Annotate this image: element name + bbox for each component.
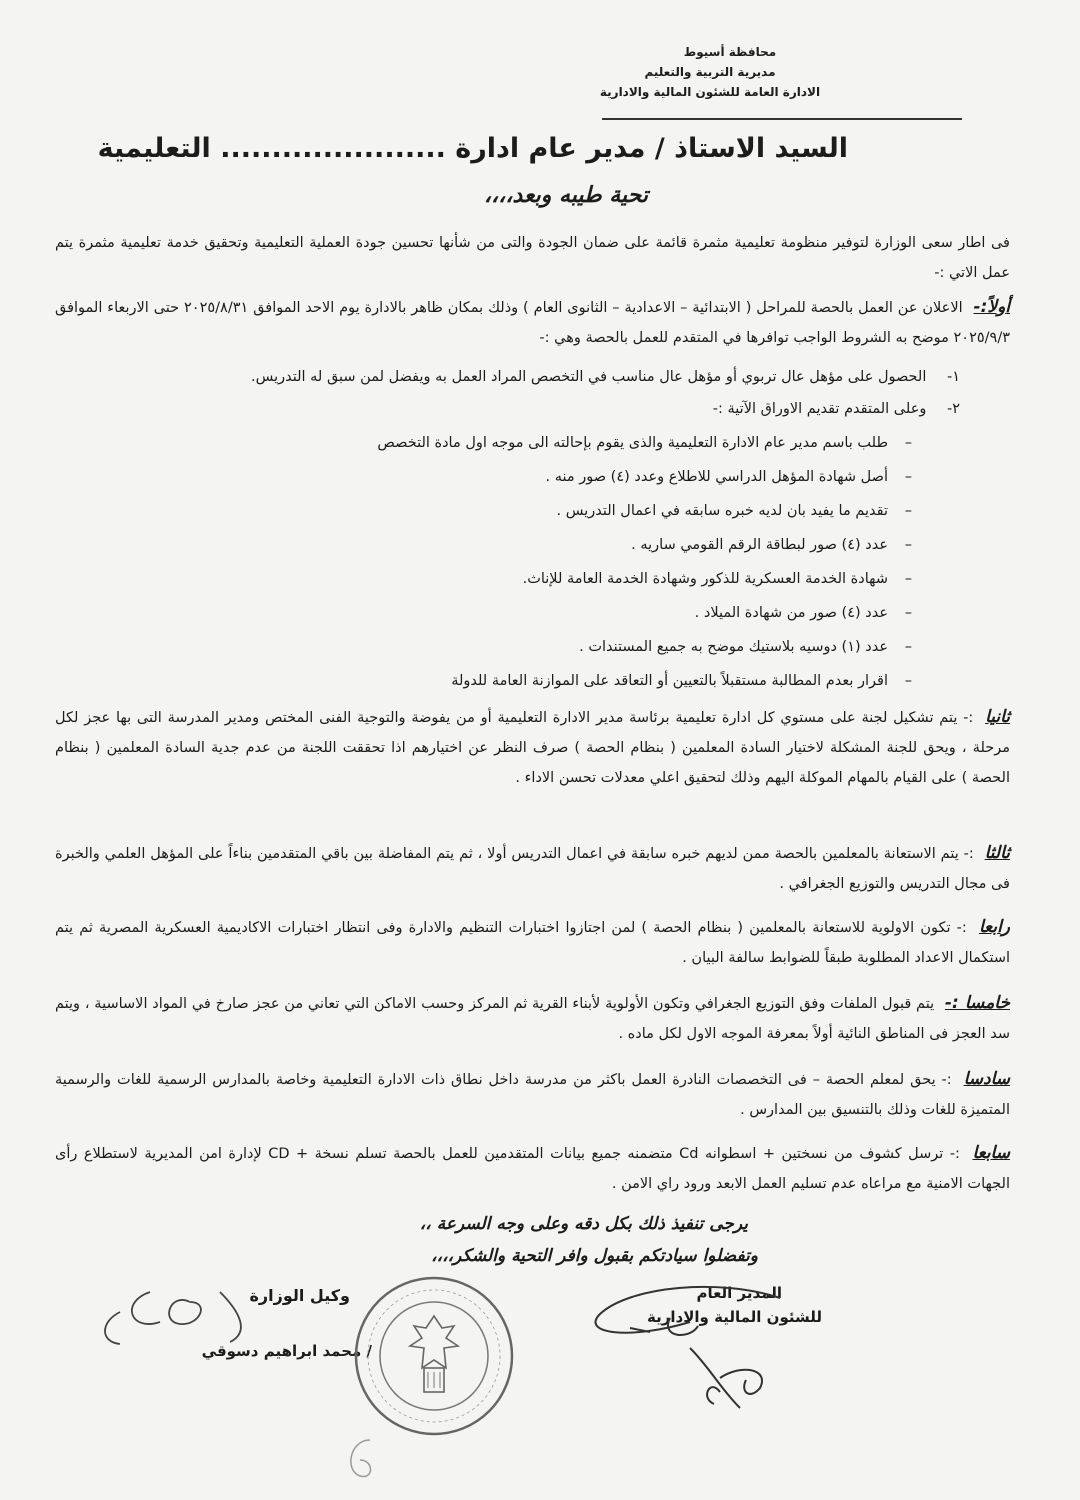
section-fourth bbox=[55, 912, 1010, 973]
requirement-1-text: الحصول على مؤهل عال تربوي أو مؤهل عال مناسب في التخصص المراد العمل به ويفضل لمن سبق له التدريس. bbox=[250, 369, 927, 385]
deputy-minister-title: وكيل الوزارة bbox=[249, 1286, 350, 1305]
deputy-minister-name: / محمد ابراهيم دسوقي bbox=[201, 1342, 372, 1360]
department-line: الادارة العامة للشئون المالية والادارية bbox=[599, 85, 821, 99]
requirement-1-number: ١- bbox=[946, 369, 960, 385]
directorate-line: مديرية التربية والتعليم bbox=[644, 65, 776, 79]
document-item: –عدد (١) دوسيه بلاستيك موضح به جميع المستندات . bbox=[579, 639, 912, 655]
section-first-label: أولاً:- bbox=[973, 297, 1011, 317]
handwritten-mark-icon bbox=[330, 1430, 390, 1490]
document-item: –تقديم ما يفيد بان لديه خبره سابقه في اعمال التدريس . bbox=[556, 503, 912, 519]
section-third bbox=[55, 838, 1010, 899]
section-fifth-label: خامسا :- bbox=[944, 993, 1010, 1013]
section-second bbox=[55, 702, 1010, 793]
section-fourth-label: رابعا bbox=[978, 917, 1010, 937]
director-signature-icon bbox=[570, 1268, 790, 1418]
document-item: –أصل شهادة المؤهل الدراسي للاطلاع وعدد (٤) صور منه . bbox=[545, 469, 912, 485]
director-department: للشئون المالية والادارية bbox=[647, 1308, 822, 1326]
section-fifth-text: يتم قبول الملفات وفق التوزيع الجغرافي وتكون الأولوية لأبناء القرية ثم المركز وحسب الاماكن التي تعاني من عجز صارخ في المواد الاساسية ، ويتم سد العجز فى المناطق النائية أولاً بمعرفة الموجه الاول لكل ماده . bbox=[55, 996, 1010, 1042]
addressee-line: السيد الاستاذ / مدير عام ادارة ...................... التعليمية bbox=[97, 133, 848, 164]
document-item: –طلب باسم مدير عام الادارة التعليمية والذى يقوم بإحالته الى موجه اول مادة التخصص bbox=[377, 435, 912, 451]
letterhead bbox=[580, 42, 840, 102]
document-item: –عدد (٤) صور من شهادة الميلاد . bbox=[694, 605, 912, 621]
requirement-1 bbox=[60, 362, 960, 392]
section-seventh-text: :- ترسل كشوف من نسختين + اسطوانه Cd متضمنه جميع بيانات المتقدمين للعمل بالحصة تسلم نسخة + CD لإدارة امن المديرية لاستطلاع رأى الجهات الامنية مع مراعاه عدم تسليم العمل الابعد ورود راي الامن . bbox=[55, 1146, 1010, 1192]
requirement-2 bbox=[60, 394, 960, 424]
greeting-line: تحية طيبه وبعد،،،، bbox=[484, 183, 648, 208]
section-seventh bbox=[55, 1138, 1010, 1199]
section-second-label: ثانيا bbox=[985, 707, 1011, 727]
section-third-text: :- يتم الاستعانة بالمعلمين بالحصة ممن لديهم خبره سابقة في اعمال التدريس أولا ، ثم يتم المفاضلة بين باقي المتقدمين بناءاً على المؤهل العلمي والخبرة فى مجال التدريس والتوزيع الجغرافي . bbox=[55, 846, 1010, 892]
section-sixth bbox=[55, 1064, 1010, 1125]
requirement-2-text: وعلى المتقدم تقديم الاوراق الآتية :- bbox=[712, 401, 927, 417]
requirement-2-number: ٢- bbox=[946, 401, 960, 417]
section-second-text: :- يتم تشكيل لجنة على مستوي كل ادارة تعليمية برئاسة مدير الادارة التعليمية أو من يفوضة والتوجية الفنى المختص ومدير المدرسة التى بها عجز لكل مرحلة ، ويحق للجنة المشكلة لاختيار السادة المعلمين ( بنظام الحصة ) صرف النظر عن اختيارهم اذا تحققت اللجنة من عدم جدية السادة المعلمين ( بنظام الحصة ) على القيام بالمهام الموكلة اليهم وذلك لتحقيق اعلي معدلات تحسن الاداء . bbox=[55, 710, 1010, 786]
closing-line-1: يرجى تنفيذ ذلك بكل دقه وعلى وجه السرعة ،، bbox=[419, 1214, 748, 1234]
section-first-text: الاعلان عن العمل بالحصة للمراحل ( الابتدائية – الاعدادية – الثانوى العام ) وذلك بمكان ظاهر بالادارة يوم الاحد الموافق ٢٠٢٥/٨/٣١ حتى الاربعاء الموافق ٢٠٢٥/٩/٣ موضح به الشروط الواجب توافرها في المتقدم للعمل بالحصة وهي :- bbox=[55, 300, 1010, 346]
governorate-line: محافظة أسيوط bbox=[683, 45, 777, 59]
director-title: المدير العام bbox=[696, 1284, 782, 1302]
official-seal-icon bbox=[350, 1272, 518, 1440]
section-seventh-label: سابعا bbox=[972, 1143, 1010, 1163]
deputy-signature-icon bbox=[80, 1272, 340, 1362]
document-item: –شهادة الخدمة العسكرية للذكور وشهادة الخدمة العامة للإناث. bbox=[522, 571, 912, 587]
document-item: –اقرار بعدم المطالبة مستقبلاً بالتعيين أو التعاقد على الموازنة العامة للدولة bbox=[451, 673, 912, 689]
section-fourth-text: :- تكون الاولوية للاستعانة بالمعلمين ( بنظام الحصة ) لمن اجتازوا اختبارات التنظيم والادارة وفى انتظار اختبارات الاكاديمية العسكرية المصرية ثم يتم استكمال الاعداد المطلوبة طبقاً للضوابط سالفة البيان . bbox=[55, 920, 1010, 966]
document-item: –عدد (٤) صور لبطاقة الرقم القومي ساريه . bbox=[631, 537, 912, 553]
section-fifth bbox=[55, 988, 1010, 1049]
section-sixth-text: :- يحق لمعلم الحصة – فى التخصصات النادرة العمل باكثر من مدرسة داخل نطاق ذات الادارة التعليمية وخاصة بالمدارس الرسمية للغات والرسمية المتميزة للغات وذلك بالتنسيق بين المدارس . bbox=[55, 1072, 1010, 1118]
header-divider bbox=[602, 118, 962, 120]
section-sixth-label: سادسا bbox=[963, 1069, 1010, 1089]
section-third-label: ثالثا bbox=[984, 843, 1011, 863]
intro-paragraph: فى اطار سعى الوزارة لتوفير منظومة تعليمية مثمرة قائمة على ضمان الجودة والتى من شأنها تحسين جودة العملية التعليمية وتحقيق خدمة تعليمية مثمرة يتم عمل الاتي :- bbox=[55, 235, 1010, 281]
closing-line-2: وتفضلوا سيادتكم بقبول وافر التحية والشكر،،،، bbox=[431, 1246, 758, 1266]
section-first bbox=[55, 292, 1010, 353]
